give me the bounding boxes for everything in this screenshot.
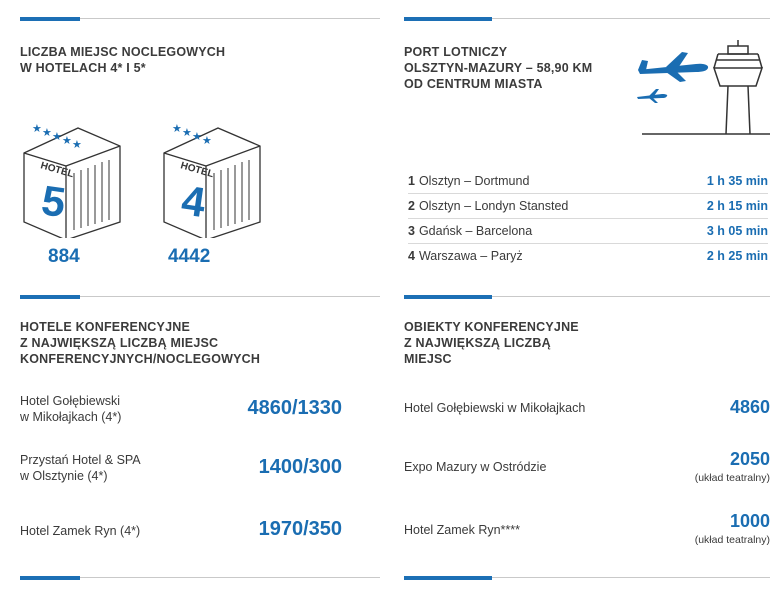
route-number: 1 [408, 174, 415, 188]
title-line: OLSZTYN-MAZURY – 58,90 KM [404, 61, 593, 75]
conference-object-name: Hotel Zamek Ryn**** [404, 523, 521, 537]
name-line: Przystań Hotel & SPA [20, 453, 141, 467]
name-line: Hotel Gołębiewski [20, 394, 121, 408]
title-line: KONFERENCYJNYCH/NOCLEGOWYCH [20, 352, 261, 366]
route-row [408, 219, 768, 243]
title-line: W HOTELACH 4* I 5* [20, 61, 146, 75]
title-line: Z NAJWIĘKSZĄ LICZBĄ [404, 336, 551, 350]
hotel-4-sign: HOTEL [179, 160, 215, 181]
title-line: HOTELE KONFERENCYJNE [20, 320, 190, 334]
hotel-4-count: 4442 [168, 246, 211, 267]
svg-text:★: ★ [182, 126, 192, 139]
route-number: 2 [408, 199, 415, 213]
hotel-5-stars-icon [32, 122, 82, 151]
name-line: w Mikołajkach (4*) [20, 410, 122, 424]
conference-hotel-value: 1970/350 [258, 518, 342, 540]
route-row [408, 169, 768, 193]
conference-object-value: 4860 [729, 397, 770, 417]
conference-hotel-name [20, 393, 121, 425]
title-line: MIEJSC [404, 352, 452, 366]
hotel-5-building-icon [18, 118, 138, 238]
divider-bottom-left-accent [20, 576, 80, 580]
divider-top-right-accent [404, 17, 492, 21]
svg-text:★: ★ [72, 138, 82, 151]
hotel-5-count: 884 [48, 246, 80, 267]
conference-hotel-value: 4860/1330 [247, 397, 342, 419]
divider-middle-right-accent [404, 295, 492, 299]
divider-top-left-accent [20, 17, 80, 21]
title-line: Z NAJWIĘKSZĄ LICZBĄ MIEJSC [20, 336, 219, 350]
conference-object-name: Expo Mazury w Ostródzie [404, 460, 547, 474]
route-name: Warszawa – Paryż [418, 249, 523, 263]
svg-text:★: ★ [42, 126, 52, 139]
svg-text:★: ★ [62, 134, 72, 147]
hotel-4-stars-icon [172, 122, 212, 147]
route-row [408, 244, 768, 268]
route-name: Olsztyn – Dortmund [418, 174, 530, 188]
conference-object-name: Hotel Gołębiewski w Mikołajkach [404, 401, 586, 415]
hotel-4-building-icon [158, 118, 278, 238]
section-title-hotel-beds [20, 44, 225, 76]
route-time: 2 h 25 min [706, 249, 768, 263]
route-number: 3 [408, 224, 415, 238]
control-tower-icon [642, 38, 770, 138]
divider-bottom-right-accent [404, 576, 492, 580]
svg-text:★: ★ [202, 134, 212, 147]
hotel-4-digit: 4 [178, 176, 209, 227]
conference-hotel-value: 1400/300 [258, 456, 342, 478]
hotel-5-sign: HOTEL [39, 160, 75, 181]
conference-object-note: (układ teatralny) [694, 534, 770, 546]
title-line: LICZBA MIEJSC NOCLEGOWYCH [20, 45, 226, 59]
route-number: 4 [408, 249, 415, 263]
conference-object-value: 1000 [729, 511, 770, 531]
divider-middle-left-accent [20, 295, 80, 299]
title-line: OD CENTRUM MIASTA [404, 77, 543, 91]
section-title-airport [404, 44, 592, 92]
route-time: 3 h 05 min [706, 224, 768, 238]
conference-hotel-name [20, 523, 140, 539]
section-title-conference-objects [404, 319, 579, 367]
route-time: 1 h 35 min [706, 174, 768, 188]
conference-object-value: 2050 [729, 449, 770, 469]
name-line: w Olsztynie (4*) [20, 469, 108, 483]
svg-text:★: ★ [52, 130, 62, 143]
route-name: Olsztyn – Londyn Stansted [418, 199, 569, 213]
svg-text:★: ★ [192, 130, 202, 143]
conference-hotel-name [20, 452, 141, 484]
svg-text:★: ★ [32, 122, 42, 135]
title-line: OBIEKTY KONFERENCYJNE [404, 320, 579, 334]
route-row [408, 194, 768, 218]
title-line: PORT LOTNICZY [404, 45, 508, 59]
name-line: Hotel Zamek Ryn (4*) [20, 524, 141, 538]
svg-text:★: ★ [172, 122, 182, 135]
route-time: 2 h 15 min [706, 199, 768, 213]
hotel-5-digit: 5 [38, 176, 69, 227]
section-title-conference-hotels [20, 319, 260, 367]
route-name: Gdańsk – Barcelona [418, 224, 533, 238]
conference-object-note: (układ teatralny) [694, 472, 770, 484]
